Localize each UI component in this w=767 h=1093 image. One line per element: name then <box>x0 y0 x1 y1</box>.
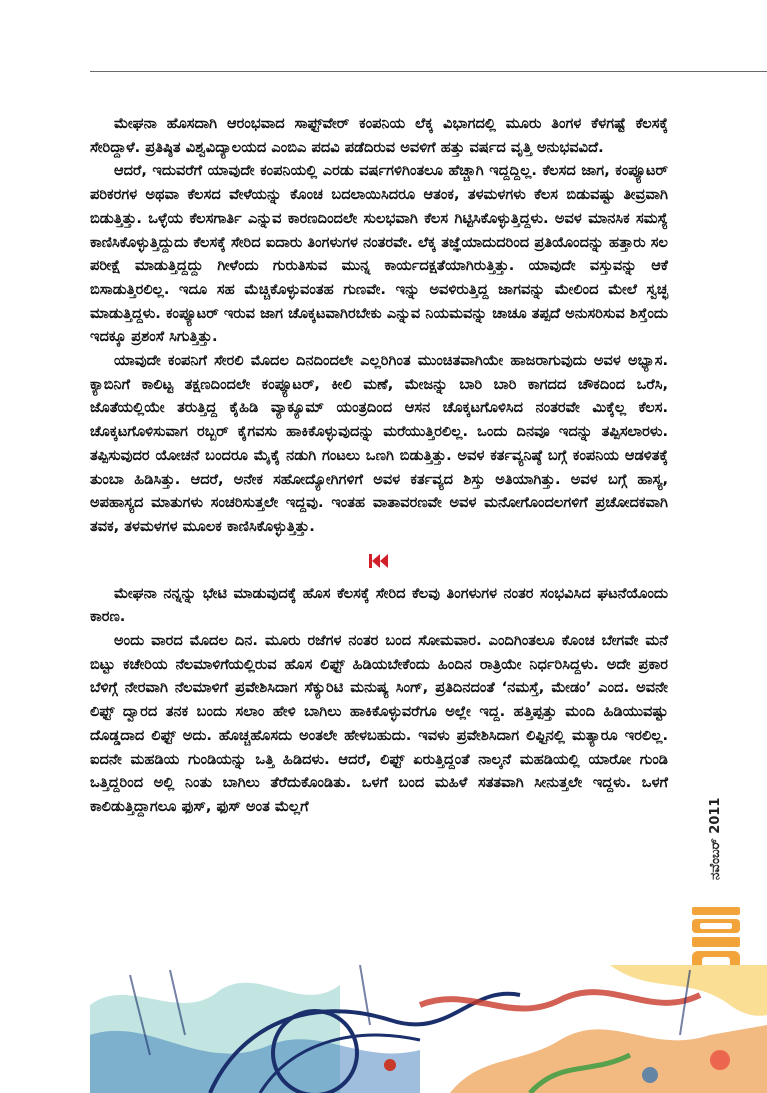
decorative-paint-splash <box>90 965 767 1093</box>
header-rule <box>90 71 767 72</box>
paragraph: ಮೇಘನಾ ಹೊಸದಾಗಿ ಆರಂಭವಾದ ಸಾಫ್ಟ್‌ವೇರ್ ಕಂಪನಿಯ ಲೆಕ್ಕ ವಿಭಾಗದಲ್ಲಿ ಮೂರು ತಿಂಗಳ ಕೆಳಗಷ್ಟೆ ಕೆಲಸಕ್ಕೆ ಸೇರಿದ್ದಾಳೆ. ಪ್ರತಿಷ್ಠಿತ ವಿಶ್ವವಿದ್ಯಾಲಯದ ಎಂಬಿಎ ಪದವಿ ಪಡೆದಿರುವ ಅವಳಿಗೆ ಹತ್ತು ವರ್ಷದ ವೃತ್ತಿ ಅನುಭವವಿದೆ. <box>90 115 668 156</box>
paragraph: ಆದರೆ, ಇದುವರೆಗೆ ಯಾವುದೇ ಕಂಪನಿಯಲ್ಲಿ ಎರಡು ವರ್ಷಗಳಿಗಿಂತಲೂ ಹೆಚ್ಚಾಗಿ ಇದ್ದದ್ದಿಲ್ಲ. ಕೆಲಸದ ಜಾಗ, ಕಂಪ್ಯೂಟರ್ ಪರಿಕರಗಳ ಅಥವಾ ಕೆಲಸದ ವೇಳೆಯನ್ನು ಕೊಂಚ ಬದಲಾಯಿಸಿದರೂ ಆತಂಕ, ತಳಮಳಗಳು ಕೆಲಸ ಬಿಡುವಷ್ಟು ತೀವ್ರವಾಗಿ ಬಿಡುತ್ತಿತ್ತು. ಒಳ್ಳೆಯ ಕೆಲಸಗಾರ್ತಿ ಎನ್ನುವ ಕಾರಣದಿಂದಲೇ ಸುಲಭವಾಗಿ ಕೆಲಸ ಗಿಟ್ಟಿಸಿಕೊಳ್ಳುತ್ತಿದ್ದಳು. ಅವಳ ಮಾನಸಿಕ ಸಮಸ್ಯೆ ಕಾಣಿಸಿಕೊಳ್ಳುತ್ತಿದ್ದುದು ಕೆಲಸಕ್ಕೆ ಸೇರಿದ ಐದಾರು ತಿಂಗಳುಗಳ ನಂತರವೇ. ಲೆಕ್ಕ ತಜ್ಞೆಯಾದುದರಿಂದ ಪ್ರತಿಯೊಂದನ್ನು ಹತ್ತಾರು ಸಲ ಪರೀಕ್ಷೆ ಮಾಡುತ್ತಿದ್ದದ್ದು ಗೀಳೆಂದು ಗುರುತಿಸುವ ಮುನ್ನ ಕಾರ್ಯದಕ್ಷತೆಯಾಗಿರುತ್ತಿತ್ತು. ಯಾವುದೇ ವಸ್ತುವನ್ನು ಆಕೆ ಬಿಸಾಡುತ್ತಿರಲಿಲ್ಲ. ಇದೂ ಸಹ ಮೆಚ್ಚಿಕೊಳ್ಳುವಂತಹ ಗುಣವೇ. ಇನ್ನು ಅವಳಿರುತ್ತಿದ್ದ ಜಾಗವನ್ನು ಮೇಲಿಂದ ಮೇಲೆ ಸ್ವಚ್ಛ ಮಾಡುತ್ತಿದ್ದಳು. ಕಂಪ್ಯೂಟರ್ ಇರುವ ಜಾಗ ಚೊಕ್ಕಟವಾಗಿರಬೇಕು ಎನ್ನುವ ನಿಯಮವನ್ನು ಚಾಚೂ ತಪ್ಪದೆ ಅನುಸರಿಸುವ ಶಿಸ್ತೆಂದು ಇದಕ್ಕೂ ಪ್ರಶಂಸೆ ಸಿಗುತ್ತಿತ್ತು. <box>90 162 668 346</box>
rewind-icon <box>369 553 389 569</box>
article-body <box>90 112 668 819</box>
paragraph: ಅಂದು ವಾರದ ಮೊದಲ ದಿನ. ಮೂರು ರಜೆಗಳ ನಂತರ ಬಂದ ಸೋಮವಾರ. ಎಂದಿಗಿಂತಲೂ ಕೊಂಚ ಬೇಗವೇ ಮನೆ ಬಿಟ್ಟು ಕಚೇರಿಯ ನೆಲಮಾಳಿಗೆಯಲ್ಲಿರುವ ಹೊಸ ಲಿಫ್ಟ್ ಹಿಡಿಯಬೇಕೆಂದು ಹಿಂದಿನ ರಾತ್ರಿಯೇ ನಿರ್ಧರಿಸಿದ್ದಳು. ಅದೇ ಪ್ರಕಾರ ಬೆಳಿಗ್ಗೆ ನೇರವಾಗಿ ನೆಲಮಾಳಿಗೆ ಪ್ರವೇಶಿಸಿದಾಗ ಸೆಕ್ಯುರಿಟಿ ಮನುಷ್ಯ ಸಿಂಗ್, ಪ್ರತಿದಿನದಂತೆ ‘ನಮಸ್ತೆ, ಮೇಡಂ’ ಎಂದ. ಅವನೇ ಲಿಫ್ಟ್ ದ್ವಾರದ ತನಕ ಬಂದು ಸಲಾಂ ಹೇಳಿ ಬಾಗಿಲು ಹಾಕಿಕೊಳ್ಳುವರೆಗೂ ಅಲ್ಲೇ ಇದ್ದ. ಹತ್ತಿಪ್ಪತ್ತು ಮಂದಿ ಹಿಡಿಯುವಷ್ಟು ದೊಡ್ಡದಾದ ಲಿಫ್ಟ್ ಅದು. ಹೊಚ್ಚಹೊಸದು ಅಂತಲೇ ಹೇಳಬಹುದು. ಇವಳು ಪ್ರವೇಶಿಸಿದಾಗ ಲಿಫ್ಟಿನಲ್ಲಿ ಮತ್ಯಾರೂ ಇರಲಿಲ್ಲ. ಐದನೇ ಮಹಡಿಯ ಗುಂಡಿಯನ್ನು ಒತ್ತಿ ಹಿಡಿದಳು. ಆದರೆ, ಲಿಫ್ಟ್ ಏರುತ್ತಿದ್ದಂತೆ ನಾಲ್ಕನೆ ಮಹಡಿಯಲ್ಲಿ ಯಾರೋ ಗುಂಡಿ ಒತ್ತಿದ್ದರಿಂದ ಅಲ್ಲಿ ನಿಂತು ಬಾಗಿಲು ತೆರೆದುಕೊಂಡಿತು. ಒಳಗೆ ಬಂದ ಮಹಿಳೆ ಸತತವಾಗಿ ಸೀನುತ್ತಲೇ ಇದ್ದಳು. ಒಳಗೆ ಕಾಲಿಡುತ್ತಿದ್ದಾಗಲೂ ಫುಸ್, ಫುಸ್ ಅಂತ ಮೆಲ್ಲಗೆ <box>90 632 668 815</box>
paragraph: ಯಾವುದೇ ಕಂಪನಿಗೆ ಸೇರಲಿ ಮೊದಲ ದಿನದಿಂದಲೇ ಎಲ್ಲರಿಗಿಂತ ಮುಂಚಿತವಾಗಿಯೇ ಹಾಜರಾಗುವುದು ಅವಳ ಅಭ್ಯಾಸ. ಕ್ಯಾಬಿನಿಗೆ ಕಾಲಿಟ್ಟ ತಕ್ಷಣದಿಂದಲೇ ಕಂಪ್ಯೂಟರ್, ಕೀಲಿ ಮಣೆ, ಮೇಜನ್ನು ಬಾರಿ ಬಾರಿ ಕಾಗದದ ಚೌಕದಿಂದ ಒರೆಸಿ, ಜೊತೆಯಲ್ಲಿಯೇ ತರುತ್ತಿದ್ದ ಕೈಹಿಡಿ ವ್ಯಾಕ್ಯೂಮ್ ಯಂತ್ರದಿಂದ ಆಸನ ಚೊಕ್ಕಟಗೊಳಿಸಿದ ನಂತರವೇ ಮಿಕ್ಕೆಲ್ಲ ಕೆಲಸ. ಚೊಕ್ಕಟಗೊಳಿಸುವಾಗ ರಬ್ಬರ್ ಕೈಗವಸು ಹಾಕಿಕೊಳ್ಳುವುದನ್ನು ಮರೆಯುತ್ತಿರಲಿಲ್ಲ. ಒಂದು ದಿನವೂ ಇದನ್ನು ತಪ್ಪಿಸಲಾರಳು. ತಪ್ಪಿಸುವುದರ ಯೋಚನೆ ಬಂದರೂ ಮೈಕೈ ನಡುಗಿ ಗಂಟಲು ಒಣಗಿ ಬಿಡುತ್ತಿತ್ತು. ಅವಳ ಕರ್ತವ್ಯನಿಷ್ಠೆ ಬಗ್ಗೆ ಕಂಪನಿಯ ಆಡಳಿತಕ್ಕೆ ತುಂಬಾ ಹಿಡಿಸಿತ್ತು. ಆದರೆ, ಅನೇಕ ಸಹೋದ್ಯೋಗಿಗಳಿಗೆ ಅವಳ ಕರ್ತವ್ಯದ ಶಿಸ್ತು ಅತಿಯಾಗಿತ್ತು. ಅವಳ ಬಗ್ಗೆ ಹಾಸ್ಯ, ಅಪಹಾಸ್ಯದ ಮಾತುಗಳು ಸಂಚರಿಸುತ್ತಲೇ ಇದ್ದವು. ಇಂತಹ ವಾತಾವರಣವೇ ಅವಳ ಮನೋಗೊಂದಲಗಳಿಗೆ ಪ್ರಚೋದಕವಾಗಿ ತವಕ, ತಳಮಳಗಳ ಮೂಲಕ ಕಾಣಿಸಿಕೊಳ್ಳುತ್ತಿತ್ತು. <box>90 352 668 535</box>
paragraph: ಮೇಘನಾ ನನ್ನನ್ನು ಭೇಟಿ ಮಾಡುವುದಕ್ಕೆ ಹೊಸ ಕೆಲಸಕ್ಕೆ ಸೇರಿದ ಕೆಲವು ತಿಂಗಳುಗಳ ನಂತರ ಸಂಭವಿಸಿದ ಘಟನೆಯೊಂದು ಕಾರಣ. <box>90 584 668 626</box>
section-divider <box>90 539 668 582</box>
issue-date: ನವೆಂಬರ್ 2011 <box>708 797 723 880</box>
